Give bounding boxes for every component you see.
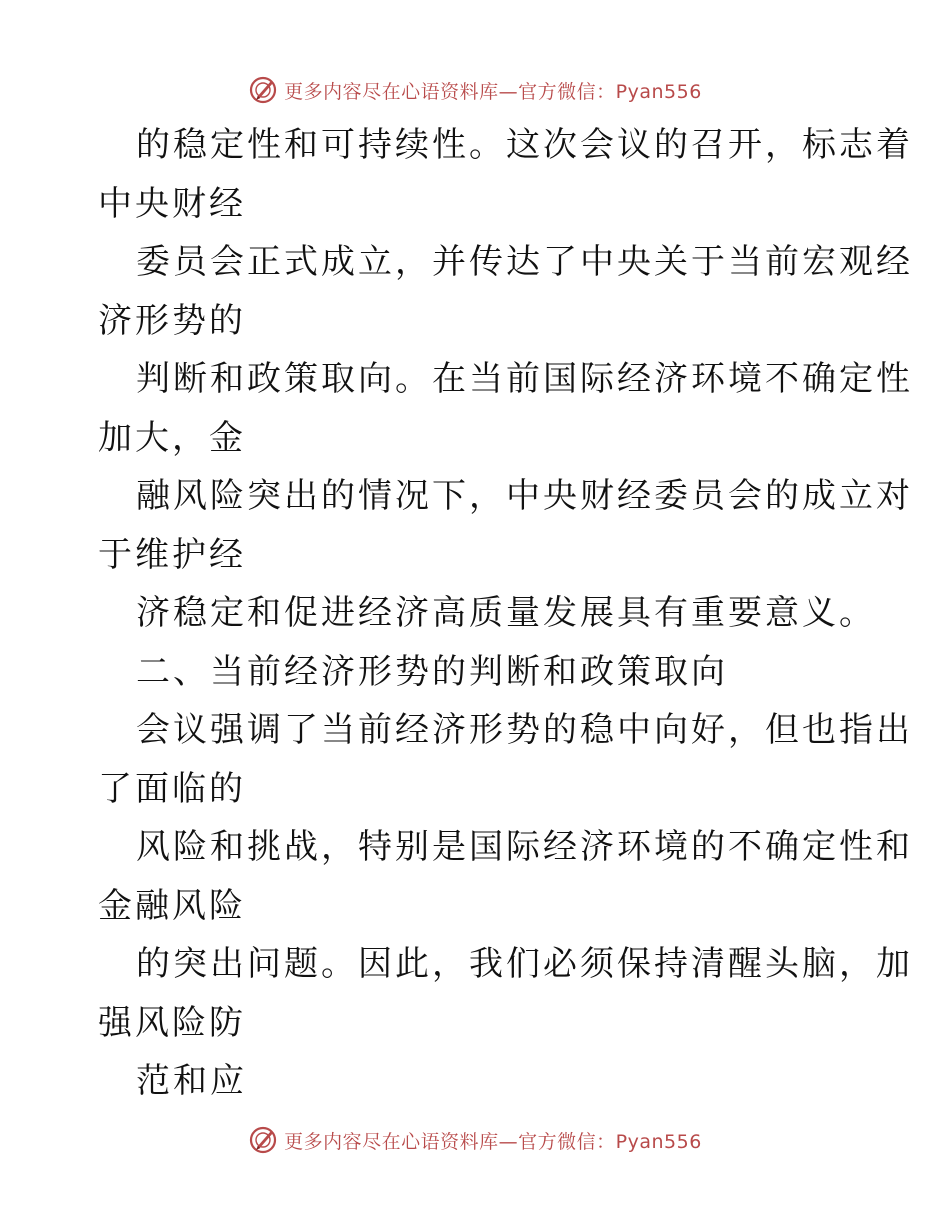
body-line: 济形势的 bbox=[98, 300, 246, 341]
section-heading: 二、当前经济形势的判断和政策取向 bbox=[136, 651, 728, 692]
body-line: 金融风险 bbox=[98, 885, 246, 926]
document-body bbox=[98, 116, 913, 1111]
body-line: 的突出问题。因此，我们必须保持清醒头脑，加 bbox=[136, 944, 913, 984]
quill-logo-icon bbox=[248, 75, 278, 105]
header-watermark bbox=[0, 70, 950, 110]
body-line: 于维护经 bbox=[98, 534, 246, 575]
body-line: 了面临的 bbox=[98, 768, 246, 809]
body-line: 会议强调了当前经济形势的稳中向好，但也指出 bbox=[136, 710, 913, 750]
body-line: 判断和政策取向。在当前国际经济环境不确定性 bbox=[136, 359, 913, 399]
footer-watermark-text: 更多内容尽在心语资料库—官方微信：Pyan556 bbox=[284, 1130, 702, 1153]
body-line: 加大，金 bbox=[98, 417, 246, 458]
body-line: 强风险防 bbox=[98, 1002, 246, 1043]
footer-watermark bbox=[0, 1120, 950, 1160]
body-line: 的稳定性和可持续性。这次会议的召开，标志着 bbox=[136, 125, 913, 165]
body-line: 风险和挑战，特别是国际经济环境的不确定性和 bbox=[136, 827, 913, 867]
quill-logo-icon bbox=[248, 1125, 278, 1155]
body-line: 范和应 bbox=[136, 1061, 247, 1101]
body-line: 济稳定和促进经济高质量发展具有重要意义。 bbox=[136, 593, 876, 633]
body-line: 融风险突出的情况下，中央财经委员会的成立对 bbox=[136, 476, 913, 516]
header-watermark-text: 更多内容尽在心语资料库—官方微信：Pyan556 bbox=[284, 80, 702, 103]
body-line: 中央财经 bbox=[98, 183, 246, 224]
body-line: 委员会正式成立，并传达了中央关于当前宏观经 bbox=[136, 242, 913, 282]
